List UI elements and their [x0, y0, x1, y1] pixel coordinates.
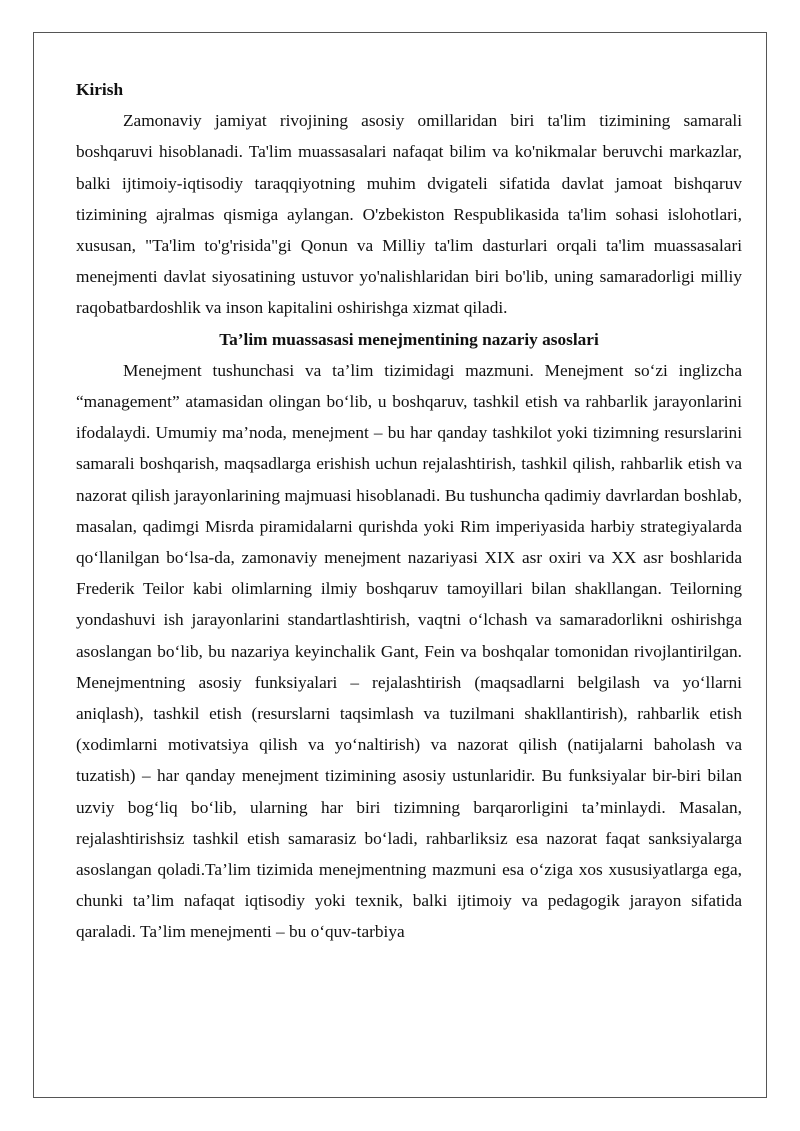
document-body [76, 74, 742, 948]
body-paragraph: Menejment tushunchasi va ta’lim tizimidagi mazmuni. Menejment so‘zi inglizcha “management” atamasidan olingan bo‘lib, u boshqaruv, tashkil etish va rahbarlik jarayonlarini ifodalaydi. Umumiy ma’noda, menejment – bu har qanday tashkilot yoki tizimning resurslarini samarali boshqarish, maqsadlarga erishish uchun rejalashtirish, tashkil qilish, rahbarlik etish va nazorat qilish jarayonlarining majmuasi hisoblanadi. Bu tushuncha qadimiy davrlardan boshlab, masalan, qadimgi Misrda piramidalarni qurishda yoki Rim imperiyasida harbiy strategiyalarda qo‘llanilgan bo‘lsa-da, zamonaviy menejment nazariyasi XIX asr oxiri va XX asr boshlarida Frederik Teilor kabi olimlarning ilmiy boshqaruv tamoyillari bilan shakllangan. Teilorning yondashuvi ish jarayonlarini standartlashtirish, vaqtni o‘lchash va samaradorlikni oshirishga asoslangan bo‘lib, bu nazariya keyinchalik Gant, Fein va boshqalar tomonidan rivojlantirilgan. Menejmentning asosiy funksiyalari – rejalashtirish (maqsadlarni belgilash va yo‘llarni aniqlash), tashkil etish (resurslarni taqsimlash va tuzilmani shakllantirish), rahbarlik etish (xodimlarni motivatsiya qilish va yo‘naltirish) va nazorat qilish (natijalarni baholash va tuzatish) – har qanday menejment tizimining asosiy ustunlaridir. Bu funksiyalar bir-biri bilan uzviy bog‘liq bo‘lib, ularning har biri tizimning barqarorligini ta’minlaydi. Masalan, rejalashtirishsiz tashkil etish samarasiz bo‘ladi, rahbarliksiz esa nazorat faqat sanksiyalarga asoslangan qoladi.Ta’lim tizimida menejmentning mazmuni esa o‘ziga xos xususiyatlarga ega, chunki ta’lim nafaqat iqtisodiy yoki texnik, balki ijtimoiy va pedagogik jarayon sifatida qaraladi. Ta’lim menejmenti – bu o‘quv-tarbiya [76, 360, 742, 942]
intro-paragraph: Zamonaviy jamiyat rivojining asosiy omillaridan biri ta'lim tizimining samarali boshqaruvi hisoblanadi. Ta'lim muassasalari nafaqat bilim va ko'nikmalar beruvchi markazlar, balki ijtimoiy-iqtisodiy taraqqiyotning muhim dvigateli sifatida davlat jamoat bishqaruv tizimining ajralmas qismiga aylangan. O'zbekiston Respublikasida ta'lim sohasi islohotlari, xususan, "Ta'lim to'g'risida"gi Qonun va Milliy ta'lim dasturlari orqali ta'lim muassasalari menejmenti davlat siyosatining ustuvor yo'nalishlaridan biri bo'lib, uning samaradorligi milliy raqobatbardoshlik va inson kapitalini oshirishga xizmat qiladi. [76, 111, 742, 318]
section-title: Ta’lim muassasasi menejmentining nazariy asoslari [219, 329, 599, 349]
heading-introduction: Kirish [76, 80, 124, 99]
